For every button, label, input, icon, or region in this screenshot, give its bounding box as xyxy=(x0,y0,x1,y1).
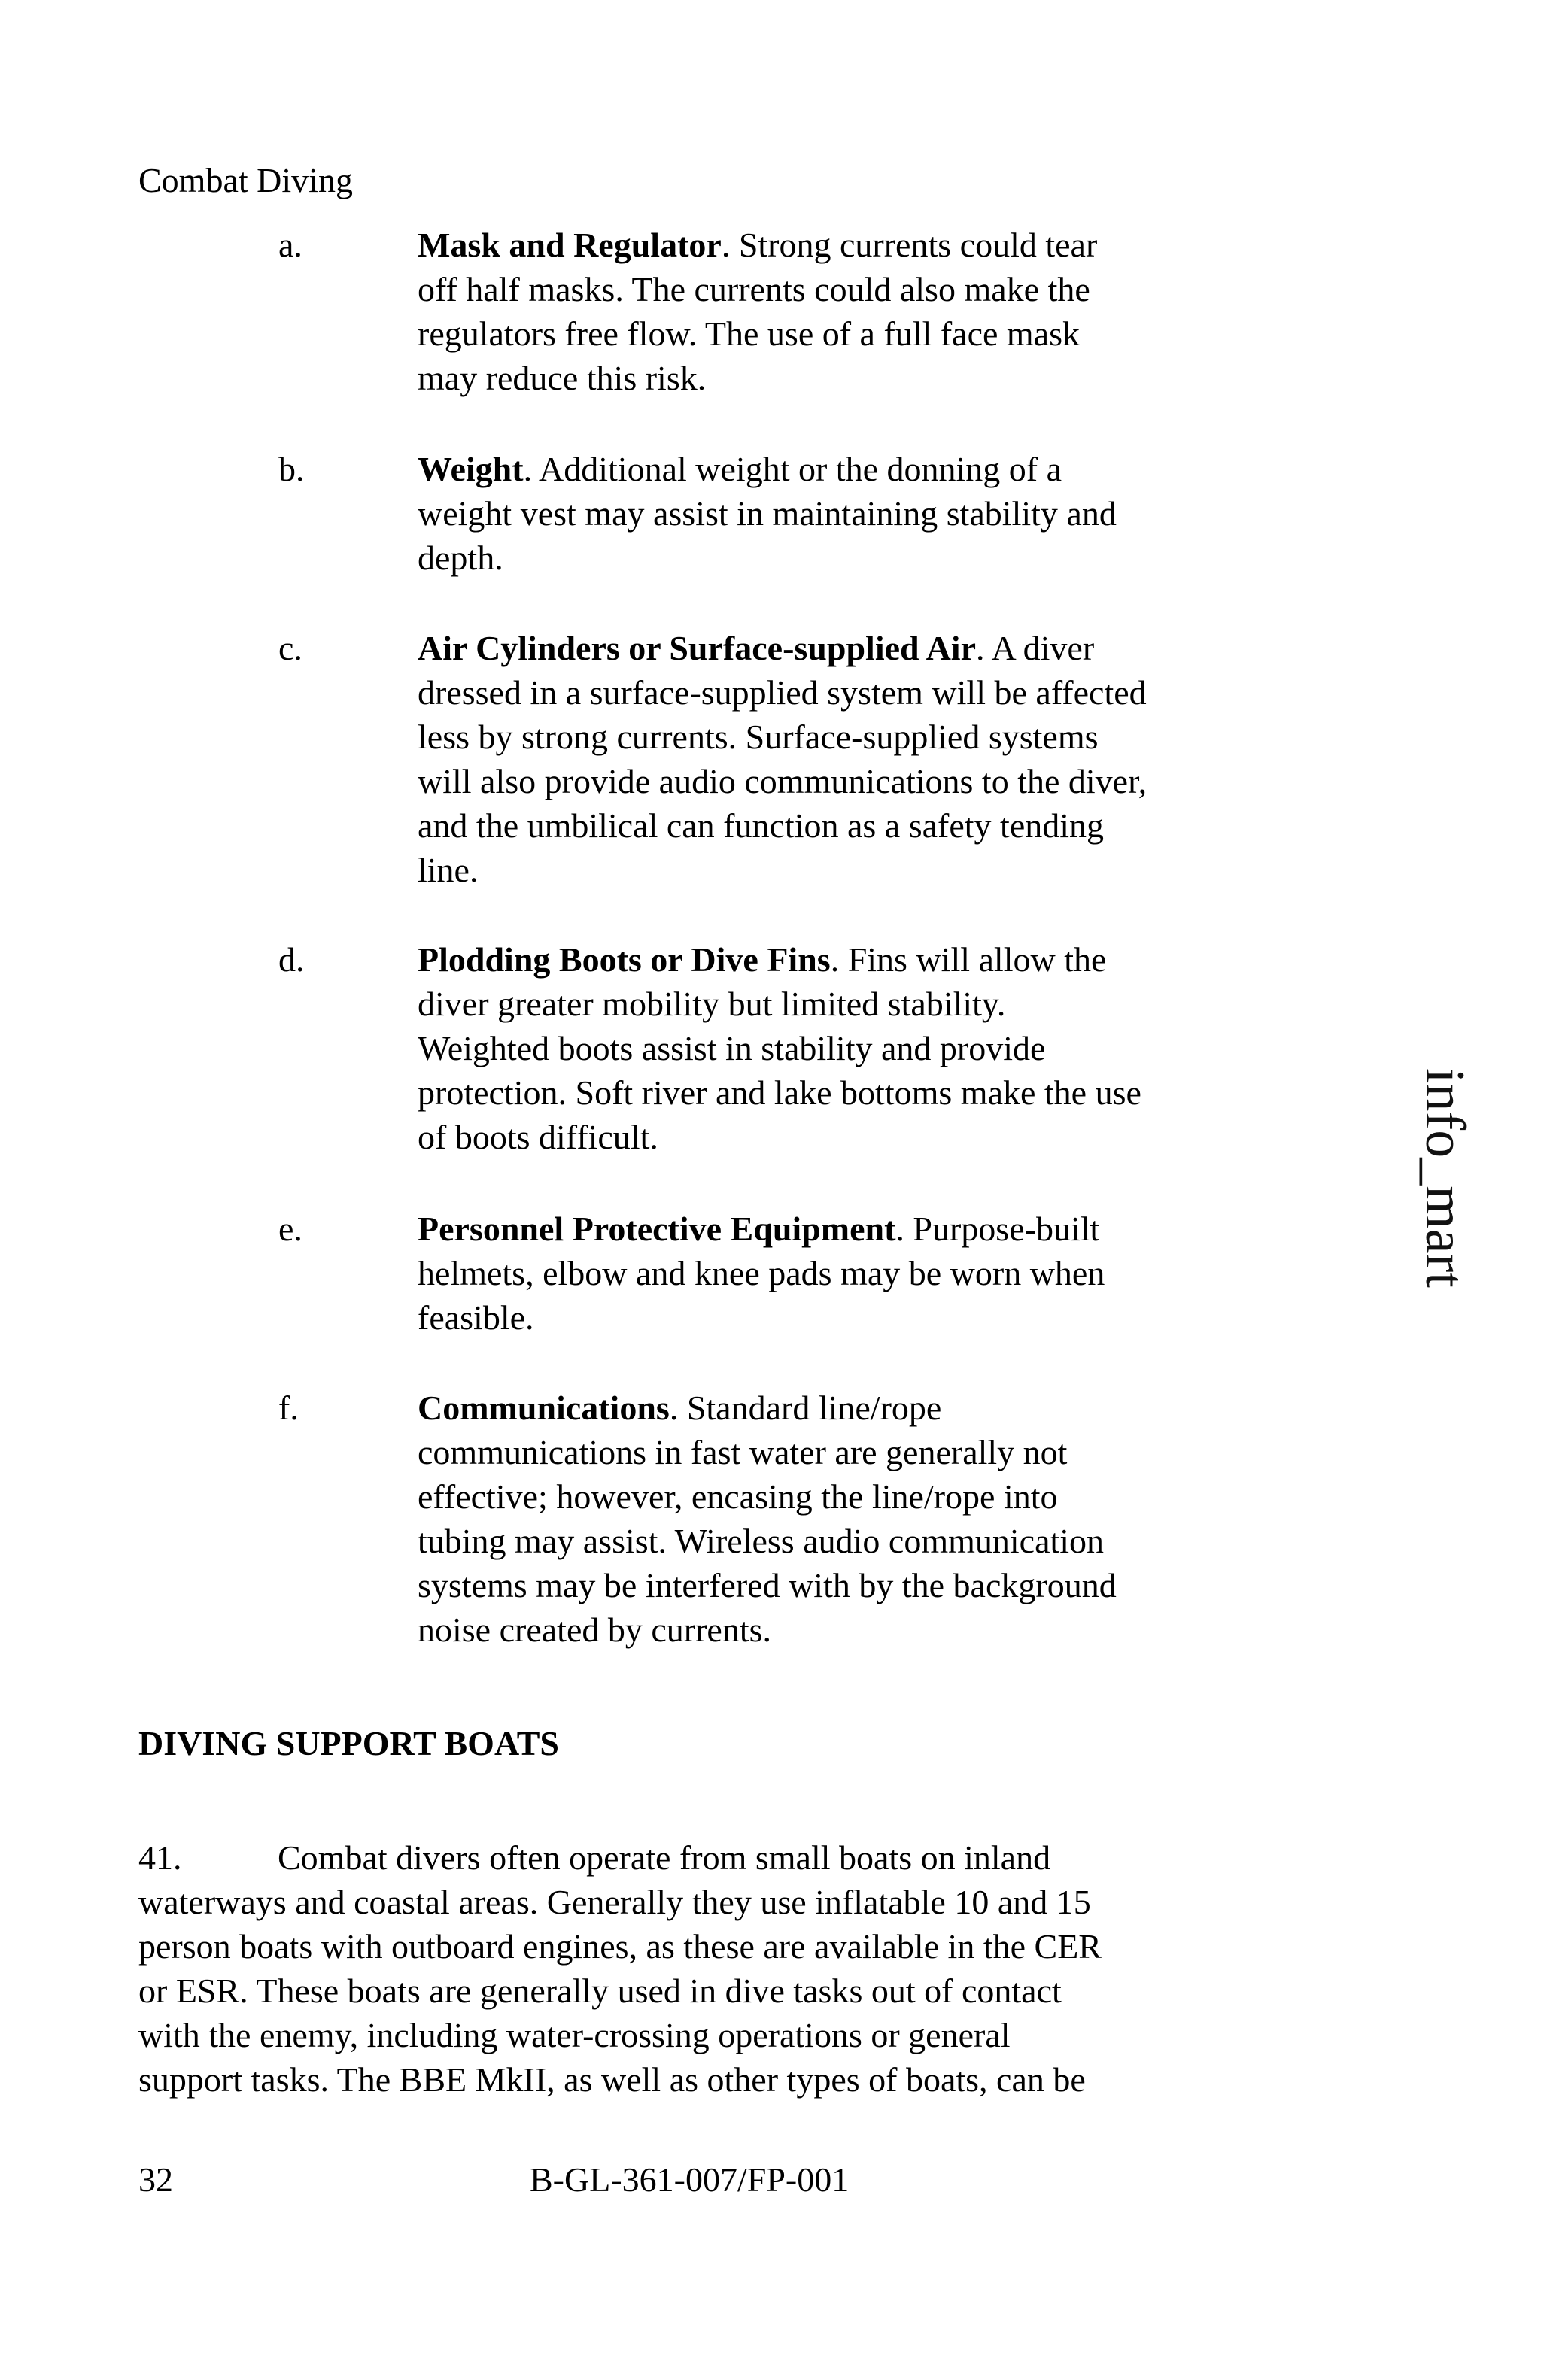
paragraph-number: 41. xyxy=(138,1838,182,1877)
section-paragraph xyxy=(138,1835,1267,2102)
list-item-title: Mask and Regulator xyxy=(418,226,722,264)
list-item-body xyxy=(418,447,1253,580)
list-item-line: communications in fast water are generally not xyxy=(418,1433,1068,1471)
list-item-line: feasible. xyxy=(418,1298,534,1337)
list-item-line: will also provide audio communications to the diver, xyxy=(418,762,1147,800)
paragraph-first-line xyxy=(138,1835,1267,1880)
list-item-line: weight vest may assist in maintaining stability and xyxy=(418,494,1117,533)
section-heading: DIVING SUPPORT BOATS xyxy=(138,1724,560,1762)
paragraph-line: waterways and coastal areas. Generally they use inflatable 10 and 15 xyxy=(138,1883,1091,1921)
list-item-line: of boots difficult. xyxy=(418,1118,658,1156)
list-item-letter: b. xyxy=(278,450,305,488)
list-item-first-line xyxy=(418,626,1253,670)
list-item-line: diver greater mobility but limited stability. xyxy=(418,985,1006,1023)
list-item-line: off half masks. The currents could also make the xyxy=(418,270,1090,308)
paragraph-text: Combat divers often operate from small boats on inland xyxy=(278,1838,1051,1877)
list-item-line: line. xyxy=(418,851,479,889)
list-item-first-line xyxy=(418,937,1253,982)
list-item-line: Weighted boots assist in stability and provide xyxy=(418,1029,1046,1067)
list-item-line: may reduce this risk. xyxy=(418,359,707,397)
watermark-text: info_mart xyxy=(1414,1068,1476,1288)
list-item-body xyxy=(418,1386,1253,1652)
list-item-title: Weight xyxy=(418,450,524,488)
paragraph-line: with the enemy, including water-crossing operations or general xyxy=(138,2016,1011,2054)
list-item-text: . Strong currents could tear xyxy=(721,226,1098,264)
list-item-line: regulators free flow. The use of a full face mask xyxy=(418,314,1081,353)
list-item-line: tubing may assist. Wireless audio communication xyxy=(418,1522,1105,1560)
list-item-text: . A diver xyxy=(976,629,1095,667)
list-item-letter: e. xyxy=(278,1210,302,1248)
list-item-line: helmets, elbow and knee pads may be worn when xyxy=(418,1254,1105,1292)
list-item-line: dressed in a surface-supplied system will be affected xyxy=(418,673,1147,712)
list-item-title: Plodding Boots or Dive Fins xyxy=(418,940,831,979)
list-item-first-line xyxy=(418,447,1253,491)
list-item-body xyxy=(418,626,1253,892)
list-item-text: . Purpose-built xyxy=(895,1210,1100,1248)
running-header: Combat Diving xyxy=(138,161,353,199)
list-item-line: and the umbilical can function as a safety tending xyxy=(418,806,1105,845)
list-item-body xyxy=(418,223,1253,400)
list-item-title: Communications xyxy=(418,1389,670,1427)
list-item-title: Air Cylinders or Surface-supplied Air xyxy=(418,629,976,667)
list-item-letter: f. xyxy=(278,1389,299,1427)
document-code: B-GL-361-007/FP-001 xyxy=(530,2160,850,2199)
list-item-letter: a. xyxy=(278,226,302,264)
list-item-first-line xyxy=(418,223,1253,267)
list-item-letter: d. xyxy=(278,940,305,979)
list-item-line: systems may be interfered with by the background xyxy=(418,1566,1117,1604)
list-item-line: noise created by currents. xyxy=(418,1610,772,1649)
list-item-line: depth. xyxy=(418,539,503,577)
paragraph-line: person boats with outboard engines, as these are available in the CER xyxy=(138,1927,1102,1966)
list-item-line: effective; however, encasing the line/rope into xyxy=(418,1477,1058,1516)
list-item-first-line xyxy=(418,1207,1253,1251)
page-number: 32 xyxy=(138,2160,173,2199)
list-item-letter: c. xyxy=(278,629,302,667)
paragraph-line: or ESR. These boats are generally used in dive tasks out of contact xyxy=(138,1972,1062,2010)
list-item-text: . Standard line/rope xyxy=(669,1389,942,1427)
list-item-text: . Additional weight or the donning of a xyxy=(523,450,1062,488)
list-item-title: Personnel Protective Equipment xyxy=(418,1210,896,1248)
list-item-line: protection. Soft river and lake bottoms make the use xyxy=(418,1073,1141,1112)
list-item-line: less by strong currents. Surface-supplied systems xyxy=(418,718,1099,756)
list-item-text: . Fins will allow the xyxy=(830,940,1107,979)
list-item-body xyxy=(418,1207,1253,1340)
list-item-body xyxy=(418,937,1253,1159)
paragraph-line: support tasks. The BBE MkII, as well as other types of boats, can be xyxy=(138,2060,1086,2099)
list-item-first-line xyxy=(418,1386,1253,1430)
